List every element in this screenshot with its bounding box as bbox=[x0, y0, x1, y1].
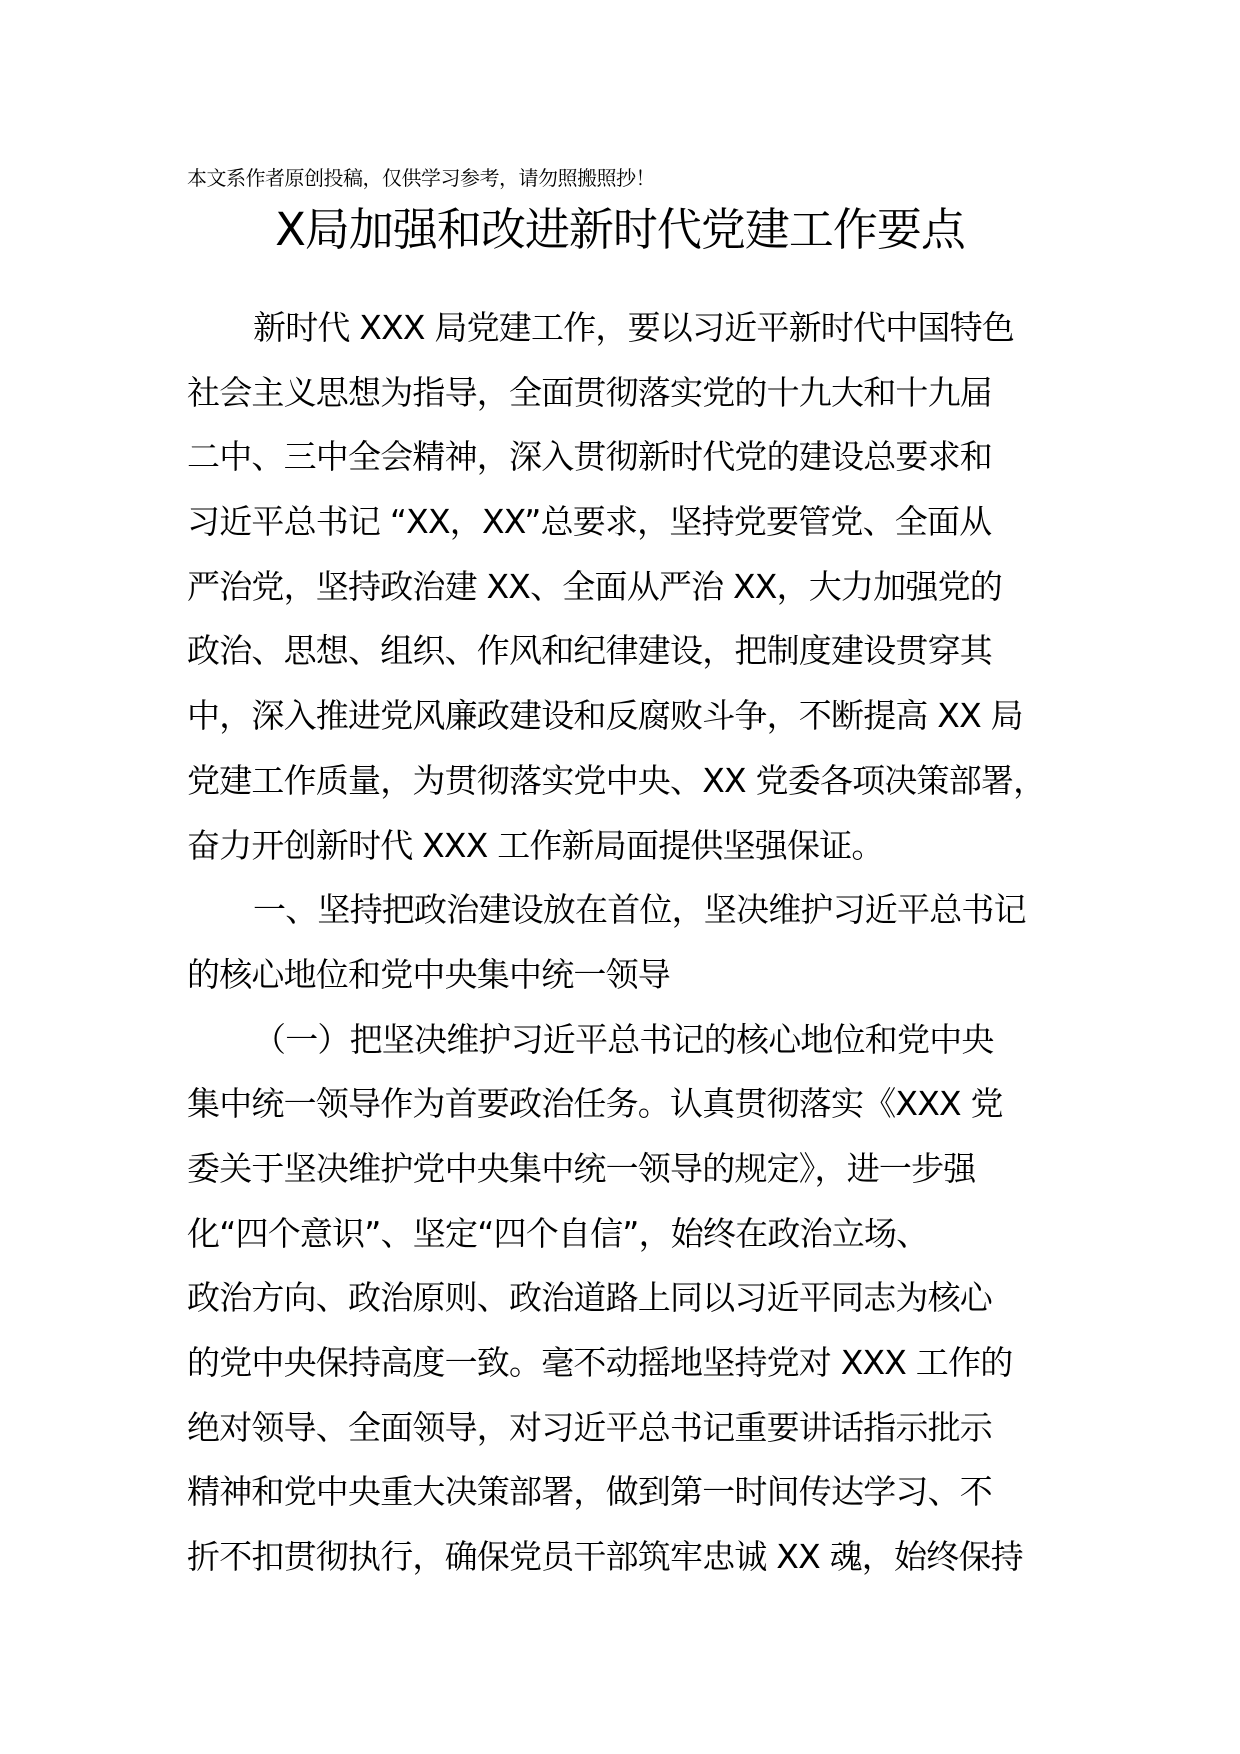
paragraph-line: 化“四个意识”、坚定“四个自信”，始终在政治立场、 bbox=[187, 1213, 929, 1253]
paragraph-line: 奋力开创新时代 XXX 工作新局面提供坚强保证。 bbox=[187, 825, 884, 865]
heading-line: 的核心地位和党中央集中统一领导 bbox=[187, 954, 671, 994]
subsection-paragraph-1 bbox=[187, 1008, 1067, 1590]
paragraph-line: 集中统一领导作为首要政治任务。认真贯彻落实《XXX 党 bbox=[187, 1084, 1003, 1124]
paragraph-line: 的党中央保持高度一致。毫不动摇地坚持党对 XXX 工作的 bbox=[187, 1343, 1013, 1382]
paragraph-line: 折不扣贯彻执行，确保党员干部筑牢忠诚 XX 魂，始终保持 bbox=[187, 1537, 1023, 1577]
paragraph-line: 党建工作质量，为贯彻落实党中央、XX 党委各项决策部署， bbox=[187, 760, 1046, 800]
paragraph-line: 中，深入推进党风廉政建设和反腐败斗争，不断提高 XX 局 bbox=[187, 696, 1023, 736]
heading-line: 一、坚持把政治建设放在首位，坚决维护习近平总书记 bbox=[253, 890, 1026, 930]
intro-paragraph bbox=[187, 296, 1067, 878]
paragraph-line: 新时代 XXX 局党建工作，要以习近平新时代中国特色 bbox=[253, 308, 1015, 347]
paragraph-line: 政治、思想、组织、作风和纪律建设，把制度建设贯穿其 bbox=[187, 631, 993, 671]
paragraph-line: 社会主义思想为指导，全面贯彻落实党的十九大和十九届 bbox=[187, 372, 993, 412]
section-heading-1 bbox=[187, 878, 1067, 1007]
paragraph-line: 二中、三中全会精神，深入贯彻新时代党的建设总要求和 bbox=[187, 437, 993, 477]
document-title: X局加强和改进新时代党建工作要点 bbox=[275, 203, 965, 256]
paragraph-line: （一）把坚决维护习近平总书记的核心地位和党中央 bbox=[253, 1019, 994, 1059]
paragraph-line: 政治方向、政治原则、政治道路上同以习近平同志为核心 bbox=[187, 1278, 993, 1318]
paragraph-line: 精神和党中央重大决策部署，做到第一时间传达学习、不 bbox=[187, 1472, 993, 1512]
paragraph-line: 委关于坚决维护党中央集中统一领导的规定》，进一步强 bbox=[187, 1148, 976, 1188]
paragraph-line: 严治党，坚持政治建 XX、全面从严治 XX，大力加强党的 bbox=[187, 566, 1003, 606]
paragraph-line: 习近平总书记 “XX，XX”总要求，坚持党要管党、全面从 bbox=[187, 502, 992, 542]
copyright-notice: 本文系作者原创投稿，仅供学习参考，请勿照搬照抄！ bbox=[187, 166, 655, 190]
paragraph-line: 绝对领导、全面领导，对习近平总书记重要讲话指示批示 bbox=[187, 1407, 993, 1447]
document-body bbox=[187, 296, 1067, 1590]
